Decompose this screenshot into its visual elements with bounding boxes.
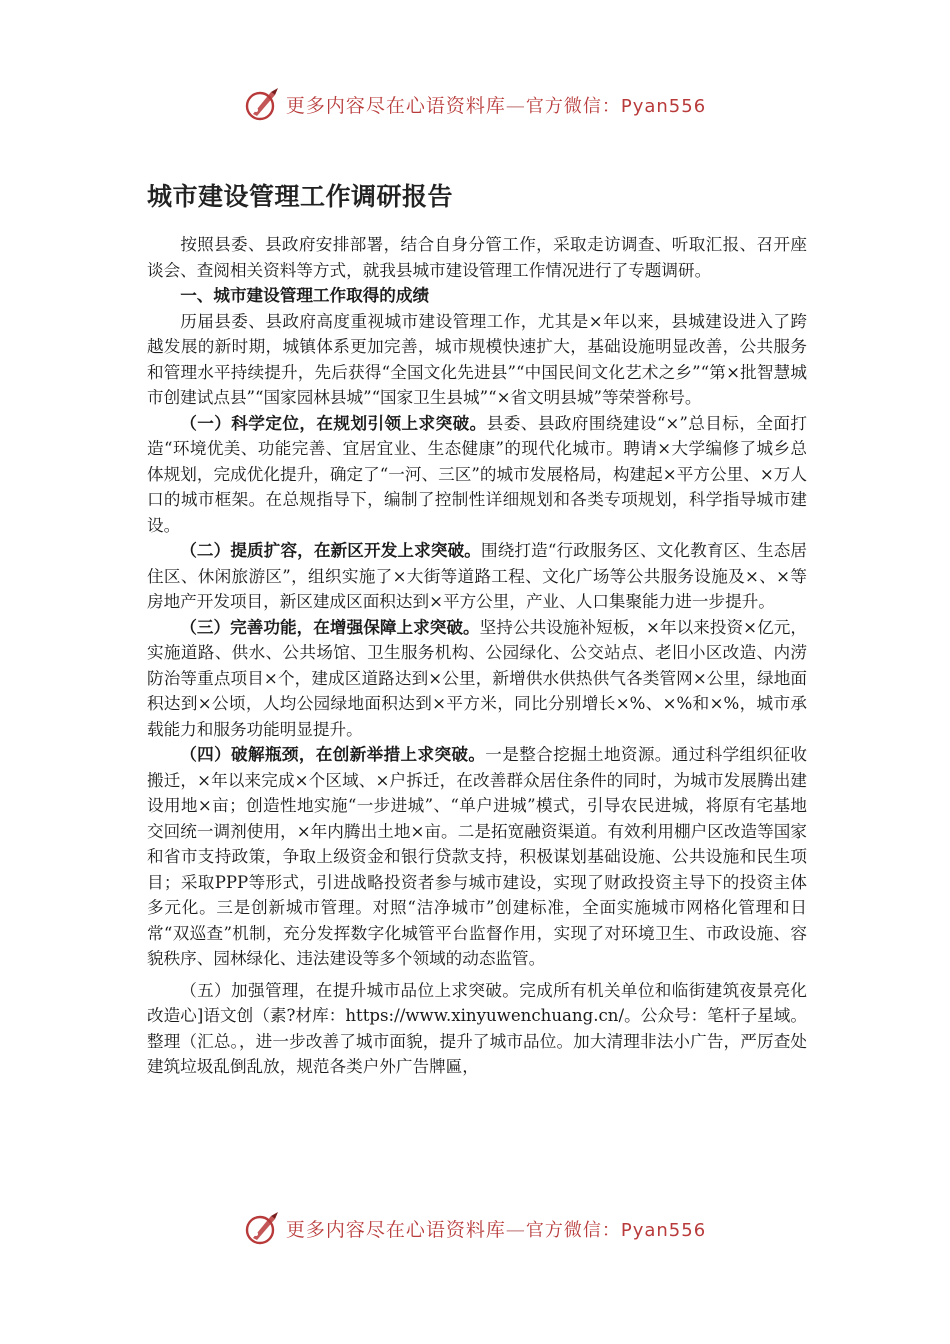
item-lead: （一）科学定位，在规划引领上求突破。 xyxy=(180,413,487,433)
quill-logo-icon xyxy=(244,1210,280,1246)
banner-wechat-text: 官方微信：Pyan556 xyxy=(525,95,707,117)
document-title: 城市建设管理工作调研报告 xyxy=(147,182,454,211)
banner-separator: — xyxy=(505,94,526,117)
document-body xyxy=(147,232,807,1080)
banner-main-text: 更多内容尽在心语资料库 xyxy=(285,1218,506,1241)
item-lead: （二）提质扩容，在新区开发上求突破。 xyxy=(180,541,481,560)
section-paragraph: 历届县委、县政府高度重视城市建设管理工作，尤其是×年以来，县城建设进入了跨越发展的新时期，城镇体系更加完善，城市规模快速扩大，基础设施明显改善，公共服务和管理水平持续提升，先后获得“全国文化先进县”“中国民间文化艺术之乡”“第×批智慧城市创建试点县”“国家园林县城”“国家卫生县城”“×省文明县城”等荣誉称号。 xyxy=(147,311,807,407)
item-paragraph-1 xyxy=(147,411,807,539)
item-lead: （三）完善功能，在增强保障上求突破。 xyxy=(180,617,480,637)
footer-watermark-banner xyxy=(0,1208,950,1248)
item-text: 坚持公共设施补短板，×年以来投资×亿元，实施道路、供水、公共场馆、卫生服务机构、公园绿化、公交站点、老旧小区改造、内涝防治等重点项目×个，建成区道路达到×公里，新增供水供热供气各类管网×公里，绿地面积达到×公顷，人均公园绿地面积达到×平方米，同比分别增长×%、×%和×%，城市承载能力和服务功能明显提升。 xyxy=(147,617,808,739)
item-lead: （四）破解瓶颈，在创新举措上求突破。 xyxy=(180,745,486,764)
banner-wechat-text: 官方微信：Pyan556 xyxy=(525,1219,707,1241)
quill-logo-icon xyxy=(244,86,280,122)
item-paragraph-5: （五）加强管理，在提升城市品位上求突破。完成所有机关单位和临街建筑夜景亮化改造心]语文创（素?材库：https://www.xinyuwenchuang.cn/。公众号：笔杆子星域。整理（汇总。，进一步改善了城市面貌，提升了城市品位。加大清理非法小广告，严厉查处建筑垃圾乱倒乱放，规范各类户外广告牌匾， xyxy=(147,980,807,1076)
item-paragraph-4 xyxy=(147,742,807,972)
section-heading: 一、城市建设管理工作取得的成绩 xyxy=(180,286,430,305)
item-text: 一是整合挖掘土地资源。通过科学组织征收搬迁，×年以来完成×个区域、×户拆迁，在改善群众居住条件的同时，为城市发展腾出建设用地×亩；创造性地实施“一步进城”、“单户进城”模式，引导农民进城，将原有宅基地交回统一调剂使用，×年内腾出土地×亩。二是拓宽融资渠道。有效利用棚户区改造等国家和省市支持政策，争取上级资金和银行贷款支持，积极谋划基础设施、公共设施和民生项目；采取PPP等形式，引进战略投资者参与城市建设，实现了财政投资主导下的投资主体多元化。三是创新城市管理。对照“洁净城市”创建标准，全面实施城市网格化管理和日常“双巡查”机制，充分发挥数字化城管平台监督作用，实现了对环境卫生、市政设施、容貌秩序、园林绿化、违法建设等多个领域的动态监管。 xyxy=(147,745,807,968)
item-text: 围绕打造“行政服务区、文化教育区、生态居住区、休闲旅游区”，组织实施了×大街等道路工程、文化广场等公共服务设施及×、×等房地产开发项目，新区建成区面积达到×平方公里，产业、人口集聚能力进一步提升。 xyxy=(147,541,808,611)
intro-paragraph: 按照县委、县政府安排部署，结合自身分管工作，采取走访调查、听取汇报、召开座谈会、查阅相关资料等方式，就我县城市建设管理工作情况进行了专题调研。 xyxy=(147,235,807,280)
item-text: 县委、县政府围绕建设“×”总目标，全面打造“环境优美、功能完善、宜居宜业、生态健康”的现代化城市。聘请×大学编修了城乡总体规划，完成优化提升，确定了“一河、三区”的城市发展格局，构建起×平方公里、×万人口的城市框架。在总规指导下，编制了控制性详细规划和各类专项规划，科学指导城市建设。 xyxy=(147,413,807,535)
banner-main-text: 更多内容尽在心语资料库 xyxy=(285,94,506,117)
item-paragraph-3 xyxy=(147,615,807,743)
banner-text xyxy=(286,91,706,118)
header-watermark-banner xyxy=(0,84,950,124)
banner-text xyxy=(286,1215,706,1242)
banner-separator: — xyxy=(505,1218,526,1241)
item-paragraph-2 xyxy=(147,538,807,615)
